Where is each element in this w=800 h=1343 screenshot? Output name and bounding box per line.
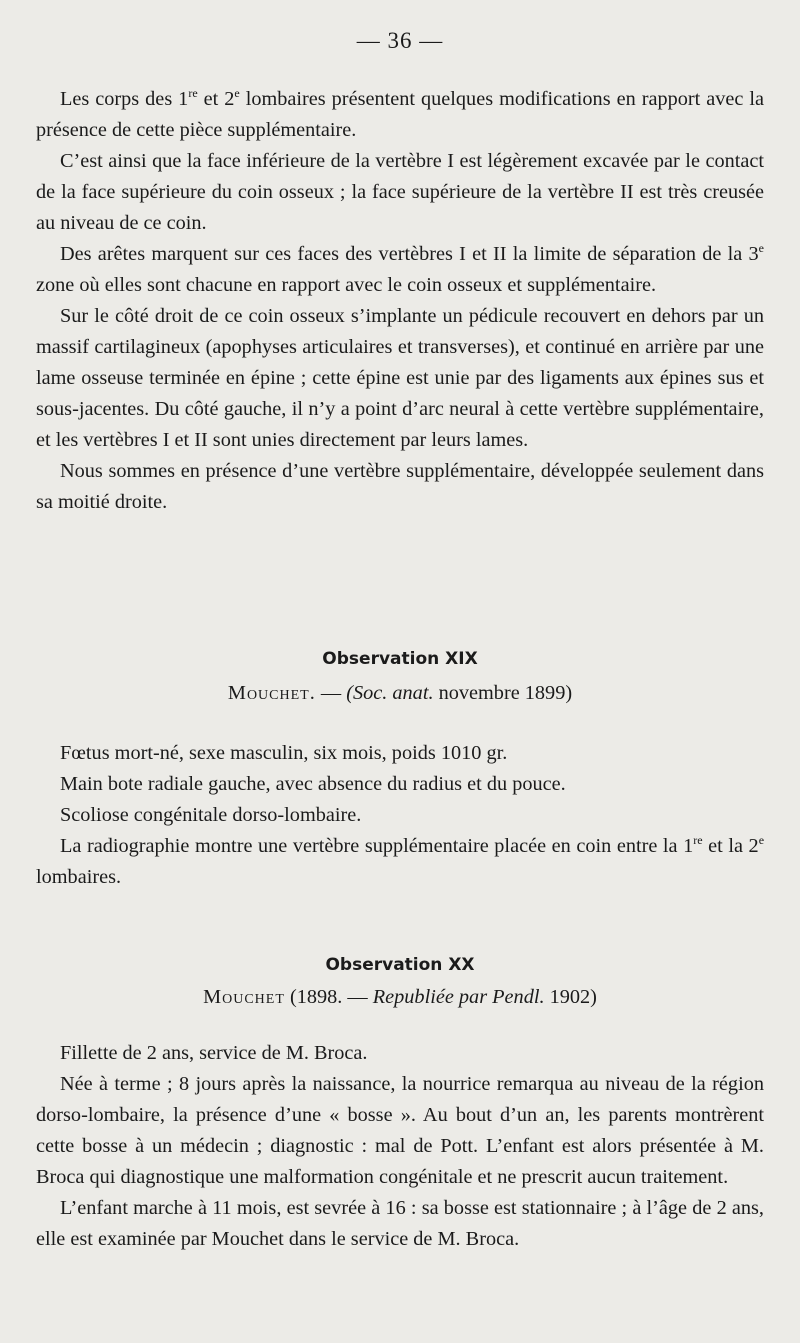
observation-19-reference: Mouchet. — (Soc. anat. novembre 1899) bbox=[227, 682, 573, 704]
paragraph: Fœtus mort-né, sexe masculin, six mois, poids 1010 gr. bbox=[60, 742, 508, 764]
paragraph: Main bote radiale gauche, avec absence du radius et du pouce. bbox=[60, 773, 566, 795]
paragraph: L’enfant marche à 11 mois, est sevrée à 16 : sa bosse est stationnaire ; à l’âge de 2 ans, elle est examinée par Mouchet dans le service de M. Broca. bbox=[36, 1197, 764, 1250]
paragraph: Scoliose congénitale dorso-lombaire. bbox=[60, 804, 362, 826]
paragraph: Nous sommes en présence d’une vertèbre supplémentaire, développée seulement dans sa moitié droite. bbox=[36, 460, 764, 513]
observation-19-title: Observation XIX bbox=[322, 649, 478, 669]
paragraph: Des arêtes marquent sur ces faces des vertèbres I et II la limite de séparation de la 3e zone où elles sont chacune en rapport avec le coin osseux et supplémentaire. bbox=[36, 241, 764, 296]
paragraph: Les corps des 1re et 2e lombaires présentent quelques modifications en rapport avec la présence de cette pièce supplémentaire. bbox=[36, 86, 764, 141]
observation-19-body bbox=[36, 738, 764, 893]
paragraph: La radiographie montre une vertèbre supplémentaire placée en coin entre la 1re et la 2e lombaires. bbox=[36, 833, 765, 888]
observation-20-body bbox=[36, 1038, 764, 1255]
paragraph: Fillette de 2 ans, service de M. Broca. bbox=[60, 1042, 368, 1064]
page-number: — 36 — bbox=[356, 28, 444, 53]
paragraph: Née à terme ; 8 jours après la naissance, la nourrice remarqua au niveau de la région dorso-lombaire, la présence d’une « bosse ». Au bout d’un an, les parents montrèrent cette bosse à un médecin ; diagnostic : mal de Pott. L’enfant est alors présentée à M. Broca qui diagnostique une malformation congénitale et ne prescrit aucun traitement. bbox=[36, 1073, 764, 1188]
paragraph: C’est ainsi que la face inférieure de la vertèbre I est légèrement excavée par le contact de la face supérieure du coin osseux ; la face supérieure de la vertèbre II est très creusée au niveau de ce coin. bbox=[36, 150, 764, 234]
observation-20-title: Observation XX bbox=[325, 955, 475, 975]
paragraph: Sur le côté droit de ce coin osseux s’implante un pédicule recouvert en dehors par un massif cartilagineux (apophyses articulaires et transverses), et continué en arrière par une lame osseuse terminée en épine ; cette épine est unie par des ligaments aux épines sus et sous-jacentes. Du côté gauche, il n’y a point d’arc neural à cette vertèbre supplémentaire, et les vertèbres I et II sont unies directement par leurs lames. bbox=[36, 305, 764, 451]
observation-20-reference: Mouchet (1898. — Republiée par Pendl. 1902) bbox=[203, 986, 597, 1008]
continued-text-block bbox=[36, 84, 764, 518]
